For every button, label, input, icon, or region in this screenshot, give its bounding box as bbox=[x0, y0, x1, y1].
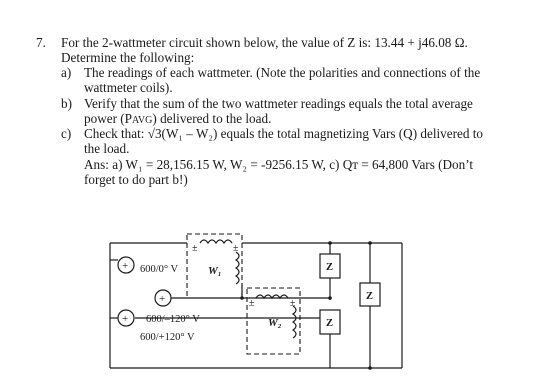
answer-line1: Ans: a) W₁ = 28,156.15 W, W₂ = -9256.15 W, c) Qᴛ = 64,800 Vars (Don’t bbox=[84, 157, 474, 172]
wattmeter1-current-polarity: ± bbox=[192, 243, 198, 254]
source-a-plus: + bbox=[122, 260, 129, 272]
junction-dot-2 bbox=[368, 241, 372, 245]
part-b-line2-sub: AVG bbox=[131, 115, 153, 126]
part-a-line1: The readings of each wattmeter. (Note the polarities and connections of the bbox=[84, 65, 481, 80]
part-b-line1: Verify that the sum of the two wattmeter readings equals the total average bbox=[84, 96, 473, 111]
part-b-label: b) bbox=[61, 96, 72, 111]
source-b-plus: + bbox=[159, 293, 166, 305]
junction-dot-1 bbox=[328, 241, 332, 245]
source-c-label: 600/+120° V bbox=[140, 332, 195, 343]
part-a-label: a) bbox=[61, 65, 72, 80]
junction-dot-5 bbox=[240, 296, 244, 300]
part-a-line2: wattmeter coils). bbox=[84, 80, 173, 95]
part-c-label: c) bbox=[61, 126, 72, 141]
impedance-2-label: Z bbox=[366, 291, 374, 302]
problem-intro-line1: For the 2-wattmeter circuit shown below, the value of Z is: 13.44 + j46.08 Ω. bbox=[61, 35, 468, 50]
junction-dot-4 bbox=[368, 366, 372, 370]
impedance-3-label: Z bbox=[326, 318, 334, 329]
junction-dot-3 bbox=[328, 296, 332, 300]
wattmeter2-label: W₂ bbox=[268, 317, 282, 329]
source-a-label: 600/0° V bbox=[140, 264, 179, 275]
answer-line2: forget to do part b!) bbox=[84, 172, 188, 187]
source-c-plus: + bbox=[122, 313, 129, 325]
part-b-line2-pre: power (P bbox=[84, 111, 132, 126]
wattmeter2-current-polarity: ± bbox=[249, 298, 255, 309]
wattmeter1-voltage-coil bbox=[236, 252, 239, 284]
part-c-line2: the load. bbox=[84, 141, 130, 156]
wattmeter1-voltage-polarity: ± bbox=[233, 243, 239, 254]
wattmeter1-current-coil bbox=[200, 240, 232, 243]
wattmeter2-voltage-polarity: ± bbox=[290, 298, 296, 309]
wattmeter1-label: W₁ bbox=[208, 265, 222, 277]
impedance-1-label: Z bbox=[326, 262, 334, 273]
part-b-line2-post: ) delivered to the load. bbox=[152, 111, 272, 126]
problem-number: 7. bbox=[36, 35, 46, 50]
part-c-line1: Check that: √3(W₁ – W₂) equals the total magnetizing Vars (Q) delivered to bbox=[84, 126, 483, 141]
source-b-label: 600/–120° V bbox=[146, 314, 200, 325]
problem-intro-line2: Determine the following: bbox=[61, 50, 195, 65]
wattmeter2-voltage-coil bbox=[293, 306, 296, 338]
